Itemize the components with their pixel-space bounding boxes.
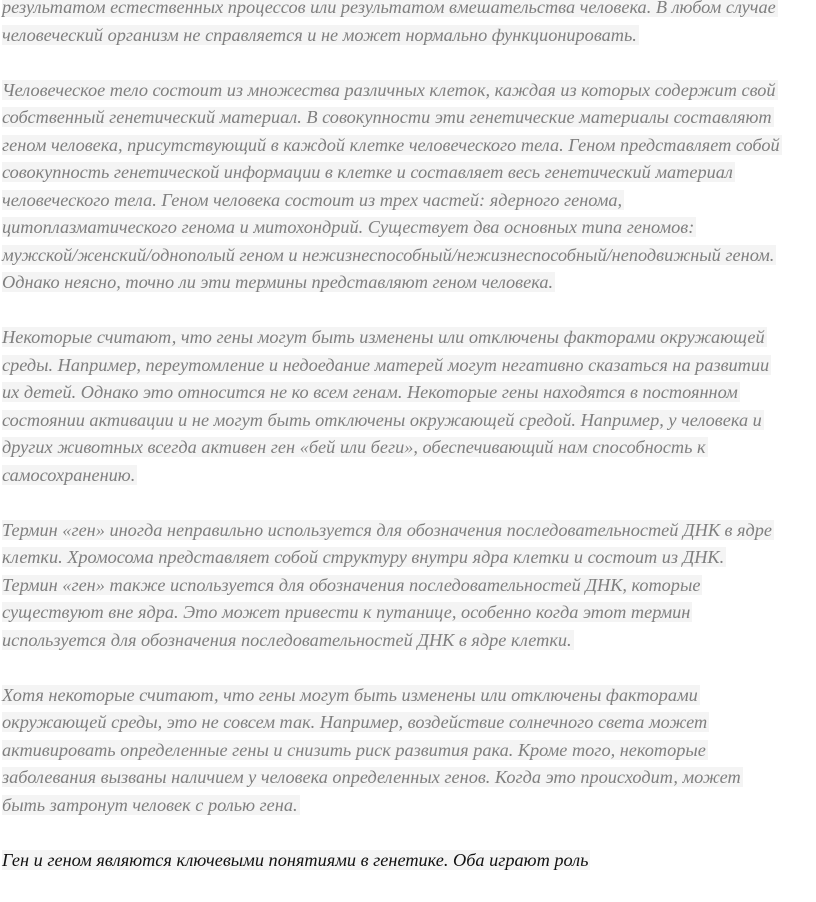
text-line: самосохранению. <box>2 464 136 485</box>
paragraph-4 <box>2 517 814 655</box>
text-line: Человеческое тело состоит из множества различных клеток, каждая из которых содержит свой <box>2 79 776 100</box>
text-line: мужской/женский/однополый геном и нежизнеспособный/нежизнеспособный/неподвижный геном. <box>2 244 775 265</box>
text-line: Некоторые считают, что гены могут быть изменены или отключены факторами окружающей <box>2 327 765 347</box>
text-line: геном человека, присутствующий в каждой клетке человеческого тела. Геном представляет собой <box>2 134 780 155</box>
text-line: состоянии активации и не могут быть отключены окружающей средой. Например, у человека и <box>2 409 762 430</box>
text-line: их детей. Однако это относится не ко всем генам. Некоторые гены находятся в постоянном <box>2 382 738 402</box>
text-line: совокупность генетической информации в клетке и составляет весь генетический материал <box>2 162 733 182</box>
paragraph-6 <box>2 847 814 875</box>
text-line: заболевания вызваны наличием у человека определенных генов. Когда это происходит, может <box>2 767 741 787</box>
paragraph-3 <box>2 324 814 489</box>
text-line: используется для обозначения последовательностей ДНК в ядре клетки. <box>2 629 572 650</box>
text-line: существуют вне ядра. Это может привести к путанице, особенно когда этот термин <box>2 602 691 622</box>
paragraph-1 <box>2 0 814 49</box>
paragraph-2 <box>2 77 814 297</box>
text-line: клетки. Хромосома представляет собой структуру внутри ядра клетки и состоит из ДНК. <box>2 547 725 567</box>
text-line: человеческого тела. Геном человека состоит из трех частей: ядерного генома, <box>2 189 623 210</box>
text-line: результатом естественных процессов или результатом вмешательства человека. В любом случае <box>2 0 814 22</box>
text-line: Термин «ген» также используется для обозначения последовательностей ДНК, которые <box>2 574 701 595</box>
text-line: Термин «ген» иногда неправильно используется для обозначения последовательностей ДНК в ядре <box>2 519 773 540</box>
text-line: цитоплазматического генома и митохондрий. Существует два основных типа геномов: <box>2 217 695 237</box>
text-line: человеческий организм не справляется и не может нормально функционировать. <box>2 24 637 45</box>
text-line: среды. Например, переутомление и недоедание матерей могут негативно сказаться на развитии <box>2 354 770 375</box>
text-line: окружающей среды, это не совсем так. Например, воздействие солнечного света может <box>2 712 708 732</box>
text-line: Однако неясно, точно ли эти термины представляют геном человека. <box>2 272 554 292</box>
text-line: Хотя некоторые считают, что гены могут быть изменены или отключены факторами <box>2 684 698 705</box>
text-line: собственный генетический материал. В совокупности эти генетические материалы составляют <box>2 107 772 127</box>
paragraph-5 <box>2 682 814 820</box>
text-line: активировать определенные гены и снизить риск развития рака. Кроме того, некоторые <box>2 739 706 760</box>
text-line: быть затронут человек с ролью гена. <box>2 794 298 815</box>
text-line: других животных всегда активен ген «бей или беги», обеспечивающий нам способность к <box>2 437 706 457</box>
text-line: Ген и геном являются ключевыми понятиями в генетике. Оба играют роль <box>2 849 589 870</box>
